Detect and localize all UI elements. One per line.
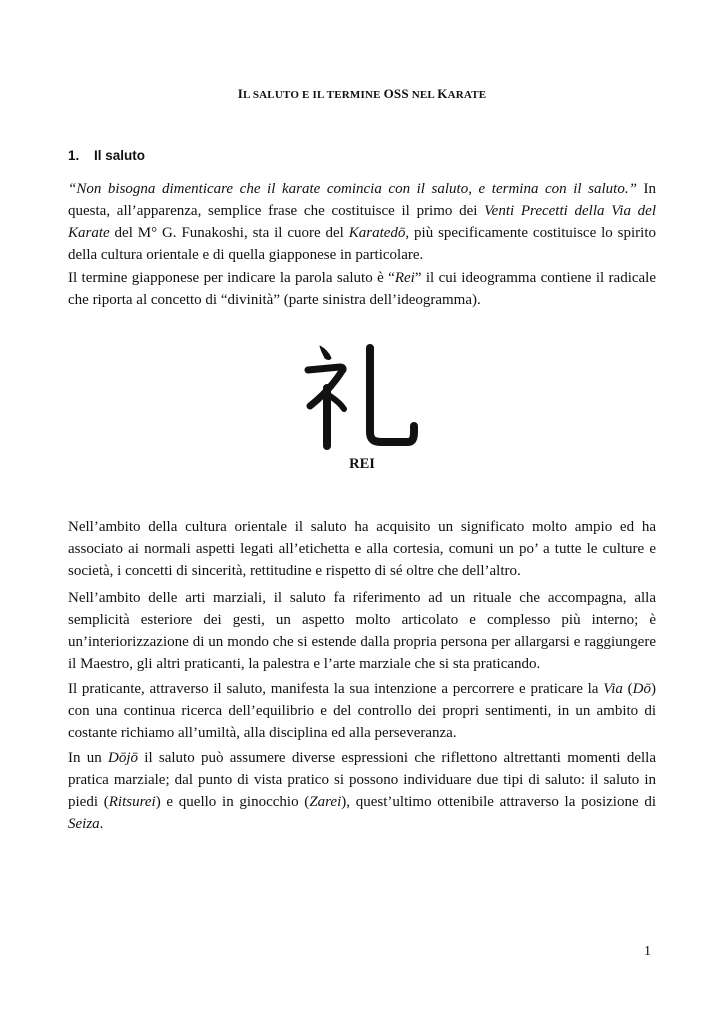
title-part: I: [237, 86, 243, 101]
italic-text: Dō: [632, 681, 651, 697]
text-run: In un: [68, 750, 109, 766]
italic-text: Karatedō: [348, 225, 406, 241]
text-run: Nell’ambito della cultura orientale il saluto ha acquisito un significato molto ampio ed ha associato ai normali aspetti legati all’etichetta e alla cortesia, comuni un po’ a tutte le culture e società, i concetti di sincerità, rettitudine e rispetto di sé oltre che dell’altro.: [68, 519, 656, 579]
text-run: .: [99, 816, 104, 832]
title-part: K: [437, 86, 448, 101]
italic-text: Ritsurei: [108, 794, 156, 810]
italic-text: Zarei: [309, 794, 342, 810]
figure-caption: REI: [349, 456, 375, 472]
italic-text: Rei: [394, 270, 415, 286]
text-run: ), quest’ultimo ottenibile attraverso la posizione di: [341, 794, 656, 810]
paragraph-6: [68, 747, 656, 835]
rei-kanji-icon: [300, 340, 424, 456]
title-part: L SALUTO E IL TERMINE: [242, 89, 384, 101]
text-run: ) con una continua ricerca dell’equilibrio e del controllo dei propri sentimenti, in un ambito di costante richiamo all’umiltà, alla disciplina ed alla perseveranza.: [68, 681, 656, 741]
paragraph-2: [68, 267, 656, 311]
italic-text: Via: [603, 681, 623, 697]
text-run: Il praticante, attraverso il saluto, manifesta la sua intenzione a percorrere e praticare la: [68, 681, 604, 697]
italic-text: Seiza: [68, 816, 100, 832]
text-run: del M° G. Funakoshi, sta il cuore del: [109, 225, 349, 241]
paragraph-5: [68, 678, 656, 744]
page-number: 1: [644, 944, 651, 959]
text-run: (: [622, 681, 633, 697]
text-run: , più specificamente costituisce lo spirito della cultura orientale e di quella giapponese in particolare.: [68, 225, 656, 263]
title-part: OSS: [383, 86, 409, 101]
text-run: il saluto può assumere diverse espressioni che riflettono altrettanti momenti della pratica marziale; dal punto di vista pratico si possono individuare due tipi di saluto: il saluto in piedi (: [68, 750, 656, 810]
title-part: NEL: [408, 89, 438, 101]
title-part: ARATE: [447, 89, 487, 101]
text-run: ) e quello in ginocchio (: [155, 794, 310, 810]
paragraph-4: [68, 587, 656, 675]
text-run: Il termine giapponese per indicare la parola saluto è “: [68, 270, 395, 286]
text-run: ” il cui ideogramma contiene il radicale che riporta al concetto di “divinità” (parte sinistra dell’ideogramma).: [68, 270, 656, 308]
document-title: [0, 86, 724, 102]
section-number: 1.: [68, 148, 80, 163]
text-run: Nell’ambito delle arti marziali, il saluto fa riferimento ad un rituale che accompagna, alla semplicità esteriore dei gesti, un aspetto molto articolato e complesso più interno; è un’interiorizzazione di un mondo che si estende dalla propria persona per allargarsi e raggiungere il Maestro, gli altri praticanti, la palestra e l’arte marziale che si sta praticando.: [68, 590, 656, 672]
text-run: In questa, all’apparenza, semplice frase che costituisce il primo dei: [68, 181, 657, 219]
italic-text: “Non bisogna dimenticare che il karate comincia con il saluto, e termina con il saluto.”: [68, 181, 637, 197]
section-heading: [68, 148, 145, 163]
paragraph-3: [68, 516, 656, 582]
section-label: Il saluto: [94, 148, 146, 163]
italic-text: Dōjō: [108, 750, 139, 766]
italic-text: Venti Precetti della Via del Karate: [68, 203, 657, 241]
paragraph-1: [68, 178, 656, 266]
